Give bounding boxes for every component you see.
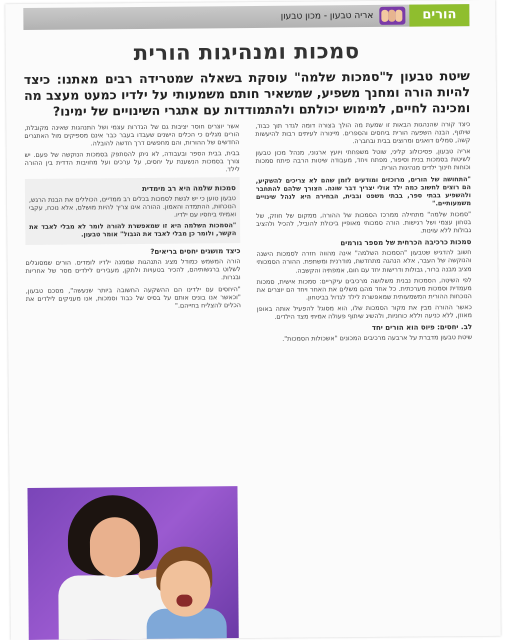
child-face [160, 560, 210, 616]
paragraph: "היחסים עם ילדינו הם ההשקעה החשובה ביותר שנעשה", מסכם טבעון, "וכאשר אנו בונים אותם על בסיס של כבוד וסמכות, אנו מעניקים לילדים את הכלים להצליח בחייהם." [25, 284, 241, 310]
paragraph: טבעון טוען כי יש לגשת לסמכות בכלים רב ממדיים, הכוללים את הבנת הרגש, הנוכחות, ההתמדה והאמון. ההורה אינו צריך להיות מושלם, אלא נוכח, עקבי ואמיתי ביחסיו עם ילדיו. [28, 193, 237, 219]
paragraph: לפי השיטה, הסמכות נבנית משלושה מרכיבים עיקריים: סמכות אישית, סמכות מעמדית וסמכות מערכתית. כל אחד מהם משלים את האחר ויחד הם יוצרים את הנוכחות ההורית המשמעותית שמאפשרת לילד לגדול בביטחון. [256, 275, 472, 302]
sidebar-box [25, 177, 241, 245]
column-right [255, 120, 474, 630]
paragraph: הורה המשמש כמודל מציג התנהגות שממנה ילדיו לומדים. הורים שמסוגלים לשלוט ברגשותיהם, להכיר בטעויות ולתקן, מעבירים לילדים מסר של אחריות ובגרות. [25, 257, 241, 282]
article-lead: שיטת טבעון ל"סמכות שלמה" עוסקת בשאלה שמטרידה רבים מאתנו: כיצד להיות הורה ומחנך משפיע, שמשאיר חותם משמעותי על ילדיו כמעט מעצב מה ומכינה לחיים, למימוש יכולתם ולהתמודדות עם אתגרי השינויים של ימינו? [23, 68, 471, 119]
paragraph: שיטת טבעון מדברת על ארבעה מרכיבים המכונים "אשכולות הסמכות". [282, 333, 473, 343]
paragraph: בבית, בבית הספר ובעבודה, לא ניתן להסתפק בסמכות הנוקשה של פעם. יש צורך בסמכות הנשענת על יחסים, על ערכים ועל מחויבות הדדית בין ההורה לילד. [24, 149, 240, 174]
family-logo-icon [379, 7, 405, 25]
child-mouth [176, 595, 192, 607]
paragraph: חשוב להדגיש שטבעון "הסמכות השלמה" אינה מהווה חזרה לסמכות הישנה והנוקשה של העבר, אלא הנהגה מתחדשת, מודרנית ומשתפת. ההורה הסמכותי מציב מבנה ברור, גבולות ודרישות יחד עם חום, אמפתיה והקשבה. [256, 248, 472, 275]
paragraph: כאשר ההורה מבין את מקור הסמכות שלו, הוא מסוגל להפעיל אותה באופן מאוזן, ללא כניעה וללא כוחניות, ולהשיג שיתוף פעולה אמיתי מצד הילדים. [256, 302, 473, 321]
magazine-page [5, 0, 501, 640]
page-header [23, 4, 469, 30]
mother-face [90, 517, 141, 577]
paragraph: "התחושה של הורים, מרוכזים ומודעים לזמן שהם לא צריכים להשקיע, הם רוצים לחשוב כמה ילד אולי יצריך דבר שונה. הצורך שלהם להתחבר ולהשפיע בבתי ספר, בבתי משפט ובבית, הבחירה היא לנהל שינויים משמעותיים." [255, 174, 472, 208]
subheading: כיצד מושגים יחסים בריאים? [150, 247, 241, 257]
section-tab: הורים [409, 4, 469, 27]
paragraph: "סמכות שלמה" מתחילה ממרכז הסמכות של ההורה, ממקום של חוזק, של בטחון עצמי ושל רגישות. הורה סמכותי מאופיין ביכולת להוביל, להכיל ולהציב גבולות ללא עוינות. [256, 210, 472, 235]
paragraph: אריה טבעון, פסיכולוג קליני, שוטל משפחתי ויועץ ארגוני, מנהל מכון טבעון לשיטות בסמכות בנית וסיפור, מפתח ויחד, מעבודה שיטות הרבה פיתח סמכות וכוחות חינוך ילדים מנהיגות הורית. [255, 147, 471, 173]
paragraph: כיצד קורה שהנהגות הבאות זו שמעת מה הולך בצורה דומה לגדר תוך כבוד, שיתוף, הבנה השפעה הורית ביחסים והספרים. מיינורה לעיתים רבות להיעשות קשה, סמלים דואגים ומרוצים בבית ובחברה. [255, 120, 471, 146]
paragraph: אשר יוצרים חוסר יציבות גם של הגדרות עצמי ושל התנהגות שאינה מקובלת, הורים מגלים כי הכלים הישנים שעבדו בעבר כבר אינם מספיקים מול האתגרים החדשים של ההורות, והם מחפשים דרך חדשה להובלה. [24, 122, 240, 148]
subheading: סמכות שלמה היא רב מימדית [142, 183, 236, 193]
subheading: לב. יחסים: פיוס הוא הורים יחד [371, 323, 473, 333]
article-title: סמכות ומנהיגות הורית [133, 39, 360, 66]
byline: אריה טבעון - מכון טבעון [280, 10, 374, 22]
subheading: סמכות כרכיבה הכרחית של מספר גורמים [340, 238, 472, 248]
mother-child-photo [27, 486, 238, 640]
paragraph: "הסמכות השלמה היא זו שמאפשרת להורה לומר לא מבלי לאבד את הקשר, ולומר כן מבלי לאבד את הגבול" אומר טבעון. [29, 221, 237, 239]
